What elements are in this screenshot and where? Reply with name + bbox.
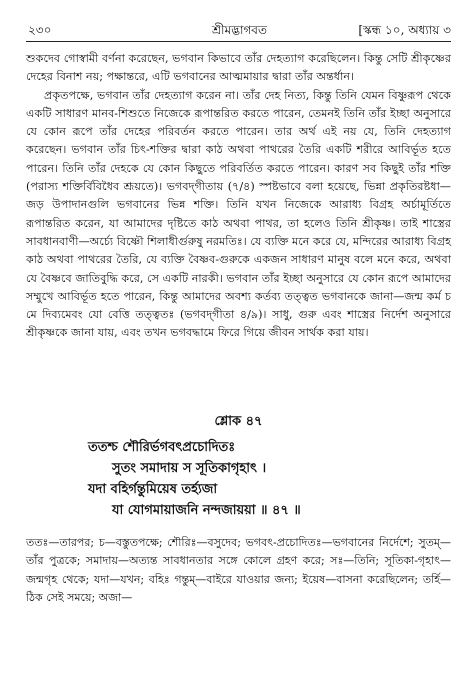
- header-divider: [26, 41, 451, 42]
- verse-block: [26, 412, 451, 521]
- word-for-word-gloss: [26, 534, 451, 607]
- verse-line-1: ততশ্চ শৌরির্ভগবৎপ্রচোদিতঃ: [88, 440, 236, 455]
- page-number: ২৩০: [28, 23, 52, 37]
- gloss-text: ততঃ—তারপর; চ—বস্তুতপক্ষে; শৌরিঃ—বসুদেব; ভগবৎ-প্রচোদিতঃ—ভগবানের নির্দেশে; সুতম্—তাঁর পুত্রকে; সমাদায়—অত্যন্ত সাবধানতার সঙ্গে কোলে গ্রহণ করে; সঃ—তিনি; সূতিকা-গৃহাৎ—জন্মগৃহ থেকে; যদা—যখন; বহিঃ গন্তুম্—বাইরে যাওয়ার জন্য; ইয়েষ—বাসনা করেছিলেন; তর্হি—ঠিক সেই সময়ে; অজা—: [26, 536, 451, 604]
- purport-text: [26, 50, 451, 343]
- verse-line-2: সুতং সমাদায় স সূতিকাগৃহাৎ ।: [112, 461, 267, 476]
- verse-heading: শ্লোক ৪৭: [214, 414, 263, 429]
- running-title: শ্রীমদ্ভাগবত: [211, 23, 267, 37]
- chapter-reference: [স্কন্ধ ১০, অধ্যায় ৩: [358, 23, 451, 37]
- page-header: [28, 22, 451, 40]
- purport-paragraph-1: শুকদেব গোস্বামী বর্ণনা করেছেন, ভগবান কিভাবে তাঁর দেহত্যাগ করেছিলেন। কিন্তু সেটি শ্রীকৃষ্ণের দেহের বিনাশ নয়; পক্ষান্তরে, এটি ভগবানের আত্মমায়ার দ্বারা তাঁর অন্তর্ধান।: [26, 52, 451, 84]
- verse-line-3: যদা বহির্গন্তুমিয়েষ তর্হ্যজা: [88, 482, 218, 497]
- purport-paragraph-2: প্রকৃতপক্ষে, ভগবান তাঁর দেহত্যাগ করেন না। তাঁর দেহ নিত্য, কিন্তু তিনি যেমন বিষ্ণুরূপ থেকে একটি সাধারণ মানব-শিশুতে নিজেকে রূপান্তরিত করতে পারেন, তেমনই তিনি তাঁর ইচ্ছা অনুসারে যে কোন রূপে তাঁর দেহের পরিবর্তন করতে পারেন। তার অর্থ এই নয় যে, তিনি দেহত্যাগ করেছেন। ভগবান তাঁর চিৎ-শক্তির দ্বারা কাঠ অথবা পাথরের তৈরি একটি শরীরে আবির্ভূত হতে পারেন। তিনি তাঁর দেহকে যে কোন কিছুতে পরিবর্তিত করতে পারেন। কারণ সব কিছুই তাঁর শক্তি (পরাস্য শক্তির্বিবিধৈব শ্রূয়তে)। ভগবদ্‌গীতায় (৭/৪) স্পষ্টভাবে বলা হয়েছে, ভিন্না প্রকৃতিরষ্টধা—জড় উপাদানগুলি ভগবানের ভিন্ন শক্তি। তিনি যখন নিজেকে আরাধ্য বিগ্রহ অর্চামূর্তিতে রূপান্তরিত করেন, যা আমাদের দৃষ্টিতে কাঠ অথবা পাথর, তা হলেও তিনি শ্রীকৃষ্ণ। তাই শাস্ত্রের সাবধানবাণী—অর্চ্যে বিষ্ণৌ শিলাধীর্গুরুষু নরমতিঃ। যে ব্যক্তি মনে করে যে, মন্দিরের আরাধ্য বিগ্রহ কাঠ অথবা পাথরের তৈরি, যে ব্যক্তি বৈষ্ণব-গুরুকে একজন সাধারণ মানুষ বলে মনে করে, অথবা যে বৈষ্ণবে জাতিবুদ্ধি করে, সে একটি নারকী। ভগবান তাঁর ইচ্ছা অনুসারে যে কোন রূপে আমাদের সম্মুখে আবির্ভূত হতে পারেন, কিন্তু আমাদের অবশ্য কর্তব্য তত্ত্বত ভগবানকে জানা—জন্ম কর্ম চ মে দিব্যমেবং যো বেত্তি তত্ত্বতঃ (ভগবদ্‌গীতা ৪/৯)। সাধু, গুরু এবং শাস্ত্রের নির্দেশ অনুসারে শ্রীকৃষ্ণকে জানা যায়, এবং তখন ভগবদ্ধামে ফিরে গিয়ে জীবন সার্থক করা যায়।: [26, 88, 452, 340]
- verse-line-4: যা যোগমায়াজনি নন্দজায়য়া ॥ ৪৭ ॥: [112, 503, 301, 518]
